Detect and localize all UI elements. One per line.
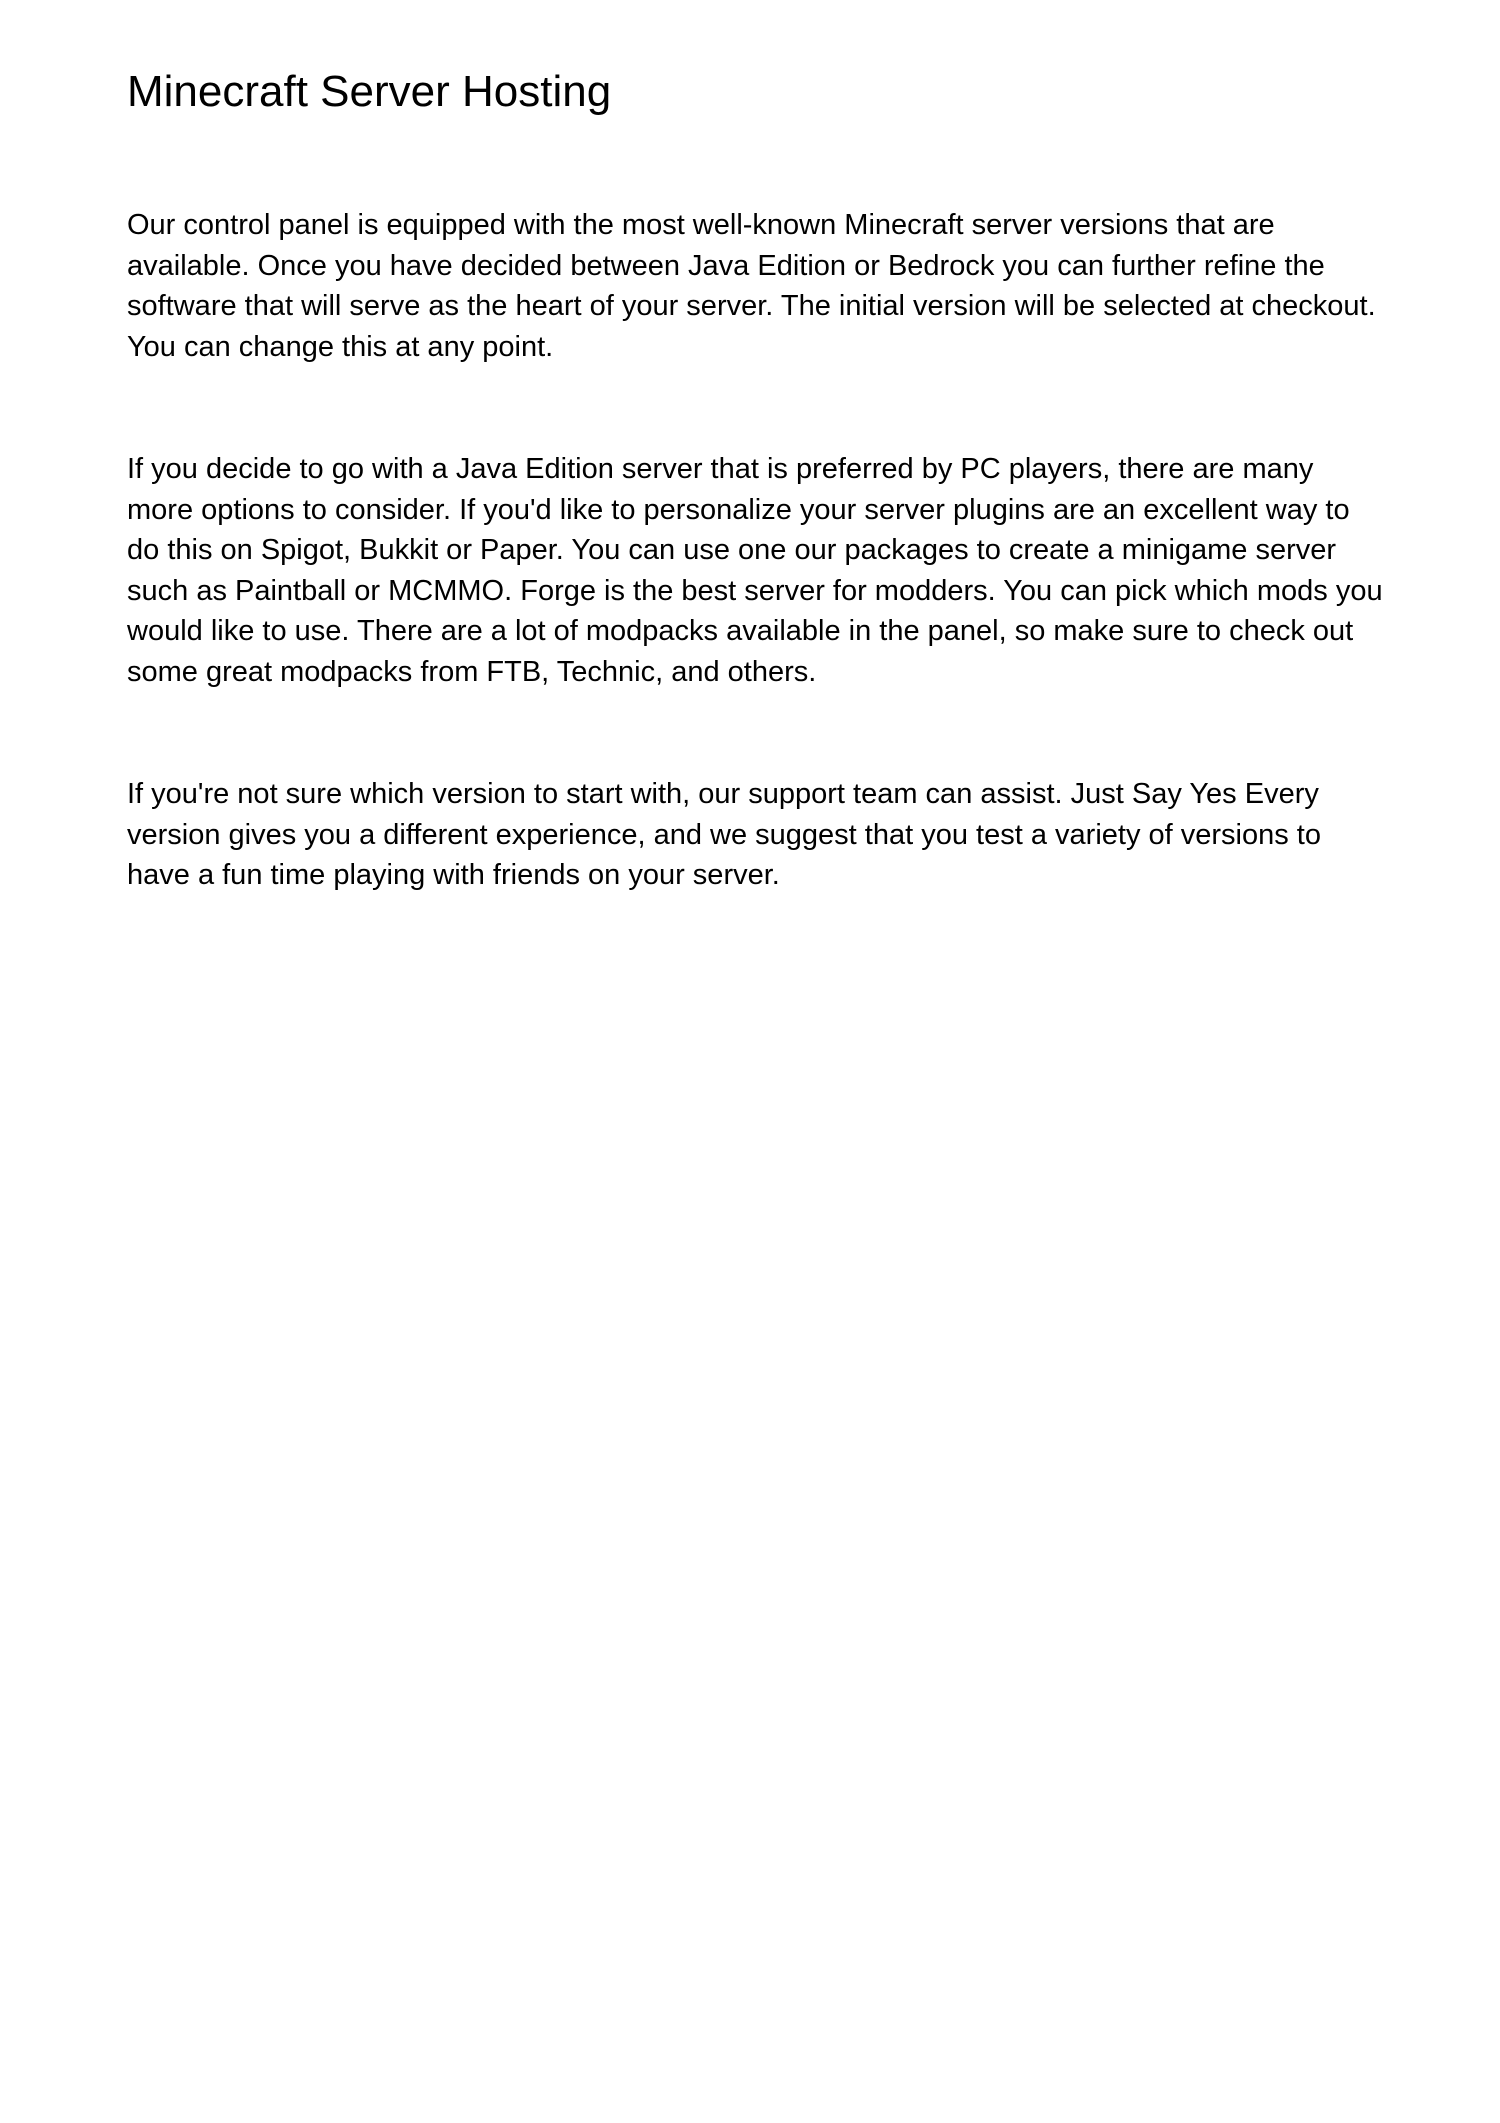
paragraph-control-panel: Our control panel is equipped with the most well-known Minecraft server versions that are available. Once you have decided between Java Edition or Bedrock you can further refine the software that will serve as the heart of your server. The initial version will be selected at checkout. You can change this at any point. bbox=[127, 209, 1376, 363]
page-title: Minecraft Server Hosting bbox=[127, 67, 612, 116]
paragraph-support: If you're not sure which version to start with, our support team can assist. Just Say Yes Every version gives you a different experience, and we suggest that you test a variety of versions to have a fun time playing with friends on your server. bbox=[127, 778, 1321, 892]
paragraph-java-edition: If you decide to go with a Java Edition server that is preferred by PC players, there are many more options to consider. If you'd like to personalize your server plugins are an excellent way to do this on Spigot, Bukkit or Paper. You can use one our packages to create a minigame server such as Paintball or MCMMO. Forge is the best server for modders. You can pick which mods you would like to use. There are a lot of modpacks available in the panel, so make sure to check out some great modpacks from FTB, Technic, and others. bbox=[127, 453, 1383, 688]
